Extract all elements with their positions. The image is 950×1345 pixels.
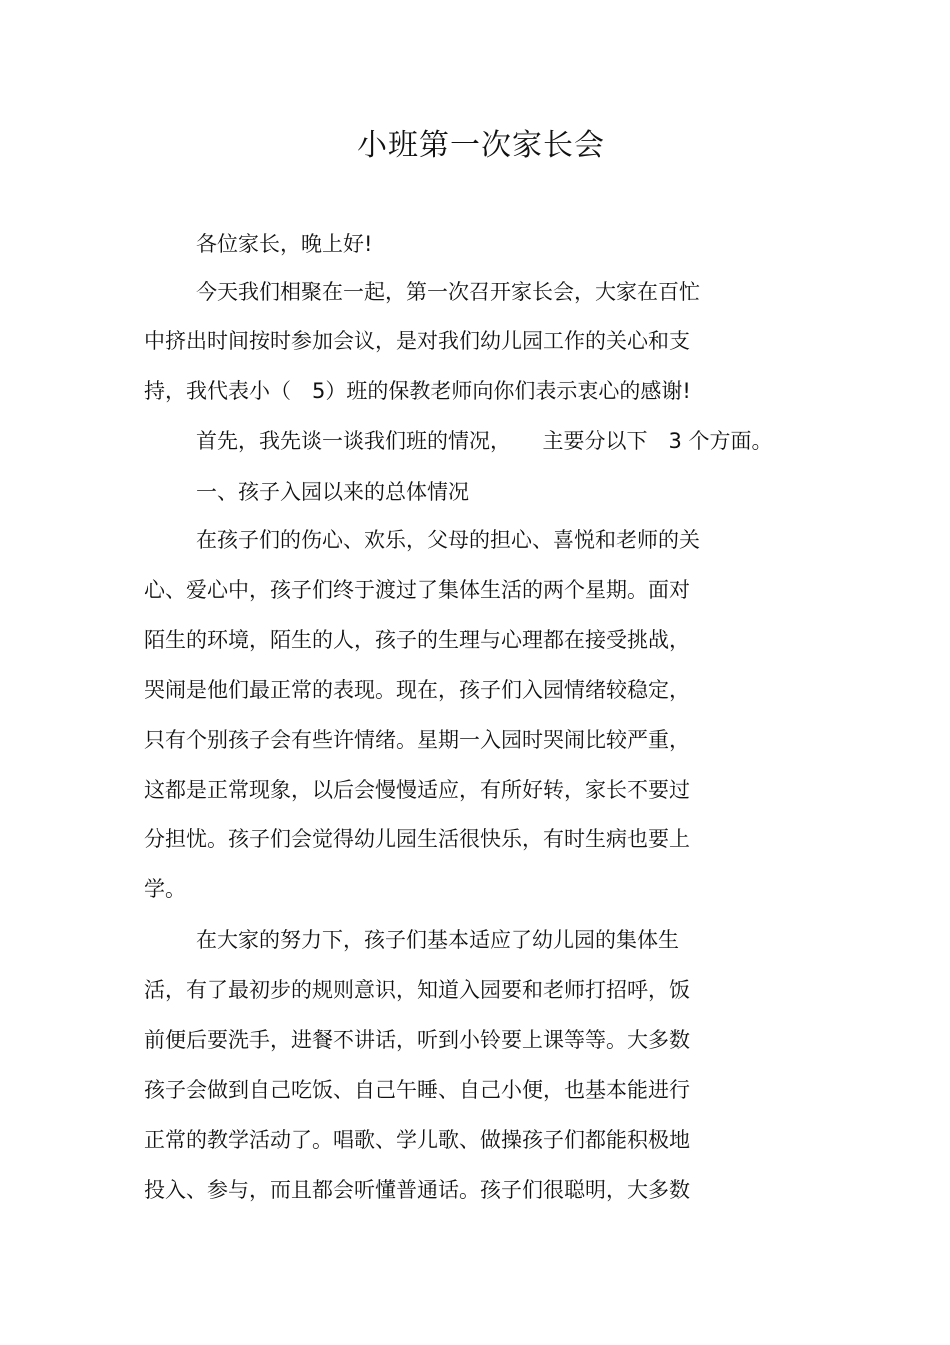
text-line: 投入、参与，而且都会听懂普通话。孩子们很聪明，大多数 [144,1178,690,1202]
text-line: 陌生的环境，陌生的人，孩子的生理与心理都在接受挑战， [144,628,690,652]
text-line: 首先，我先谈一谈我们班的情况， 主要分以下 3 个方面。 [196,429,773,453]
text-line: 孩子会做到自己吃饭、自己午睡、自己小便，也基本能进行 [144,1078,690,1102]
text-line: 正常的教学活动了。唱歌、学儿歌、做操孩子们都能积极地 [144,1128,690,1152]
text-line: 中挤出时间按时参加会议，是对我们幼儿园工作的关心和支 [144,329,690,353]
text-line: 这都是正常现象，以后会慢慢适应，有所好转，家长不要过 [144,778,690,802]
text-line: 学。 [144,877,186,901]
text-line: 在孩子们的伤心、欢乐，父母的担心、喜悦和老师的关 [196,528,700,552]
text-line: 哭闹是他们最正常的表现。现在，孩子们入园情绪较稳定， [144,678,690,702]
text-line: 今天我们相聚在一起，第一次召开家长会，大家在百忙 [196,280,700,304]
text-line: 只有个别孩子会有些许情绪。星期一入园时哭闹比较严重， [144,728,690,752]
document-title: 小班第一次家长会 [357,128,605,163]
text-line: 前便后要洗手，进餐不讲话，听到小铃要上课等等。大多数 [144,1028,690,1052]
text-line: 持，我代表小（ 5）班的保教老师向你们表示衷心的感谢! [144,379,691,403]
section-heading: 一、孩子入园以来的总体情况 [196,480,469,504]
text-line: 在大家的努力下，孩子们基本适应了幼儿园的集体生 [196,928,679,952]
text-line: 各位家长，晚上好! [196,232,373,256]
text-line: 活，有了最初步的规则意识，知道入园要和老师打招呼，饭 [144,978,690,1002]
text-line: 心、爱心中，孩子们终于渡过了集体生活的两个星期。面对 [144,578,690,602]
text-line: 分担忧。孩子们会觉得幼儿园生活很快乐，有时生病也要上 [144,827,690,851]
